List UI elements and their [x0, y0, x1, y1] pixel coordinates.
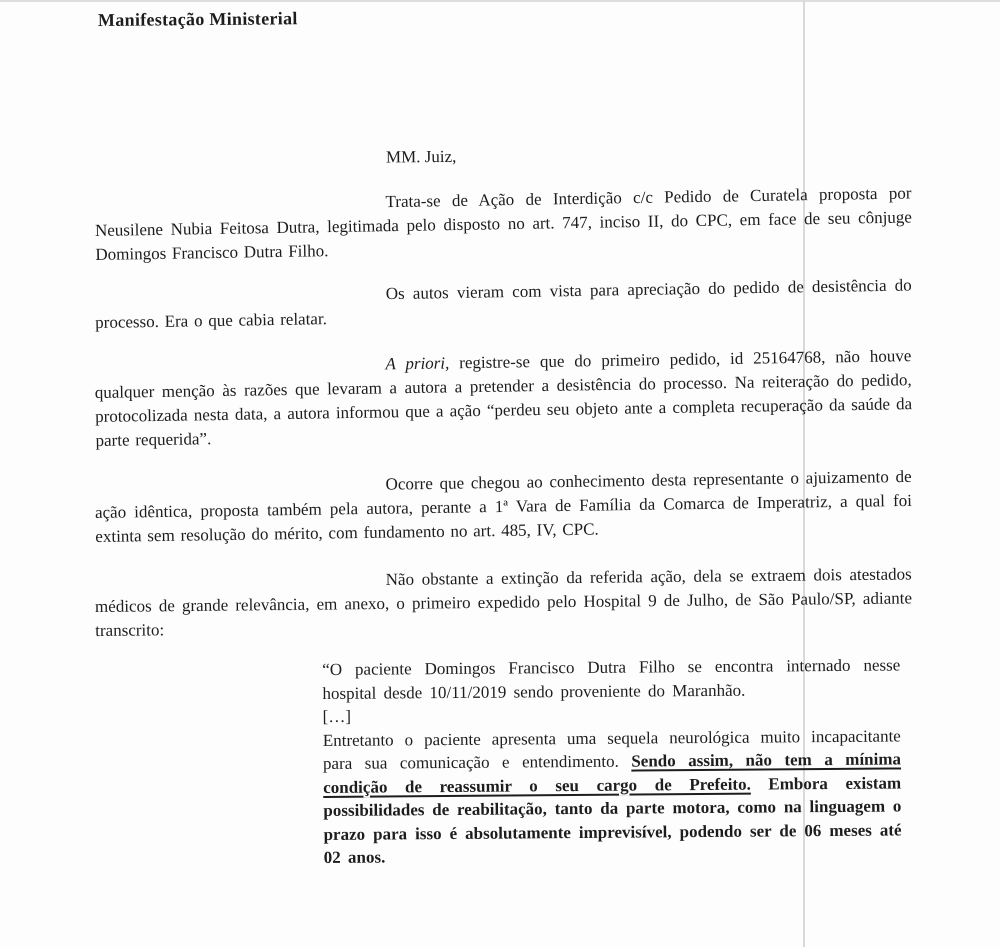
paragraph-a-priori-text: registre-se que do primeiro pedido, id 25164768, não houve qualquer menção às razões que levaram a autora a pretender a desistência do processo. Na reiteração do pedido, protocolizada nesta data, a autora informou que a ação “perdeu seu objeto ante a completa recuperação da saúde da parte requerida”.	[94, 346, 913, 450]
paragraph-identical-action: Ocorre que chegou ao conhecimento desta representante o ajuizamento de ação idêntica, proposta também pela autora, perante a 1ª Vara de Família da Comarca de Imperatriz, a qual foi extinta sem resolução do mérito, com fundamento no art. 485, IV, CPC.	[94, 466, 913, 546]
quote-intro: “O paciente Domingos Francisco Dutra Filho se encontra internado nesse hospital desde 10/11/2019 sendo proveniente do Maranhão.	[322, 655, 901, 703]
document-title: Manifestação Ministerial	[97, 8, 298, 30]
paragraph-medical-certificates: Não obstante a extinção da referida ação, dela se extraem dois atestados médicos de grande relevância, em anexo, o primeiro expedido pelo Hospital 9 de Julho, de São Paulo/SP, adiante transcrito:	[94, 564, 913, 640]
document-content	[95, 8, 912, 870]
latin-expression: A priori,	[385, 353, 450, 374]
quote-body-bold: Embora existam possibilidades de reabilitação, tanto da parte motora, como na linguagem o prazo para isso é absolutamente imprevisível, podendo ser de 06 meses até 02 anos.	[323, 772, 902, 867]
quote-body-emphasized: Sendo assim, não tem a mínima condição de reassumir o seu cargo de Prefeito.	[323, 749, 902, 797]
quote-ellipsis: […]	[322, 706, 352, 727]
medical-report-quote	[322, 653, 902, 869]
paragraph-report: Os autos vieram com vista para apreciação do pedido de desistência do processo. Era o que cabia relatar.	[95, 275, 912, 332]
paragraph-a-priori	[94, 344, 912, 453]
paragraph-intro: Trata-se de Ação de Interdição c/c Pedido de Curatela proposta por Neusilene Nubia Feitosa Dutra, legitimada pelo disposto no art. 747, inciso II, do CPC, em face de seu cônjuge Domingos Francisco Dutra Filho.	[94, 183, 913, 264]
quote-body	[323, 724, 902, 870]
salutation: MM. Juiz,	[385, 146, 457, 167]
quote-body-normal: Entretanto o paciente apresenta uma sequela neurológica muito incapacitante para sua comunicação e entendimento.	[322, 725, 901, 773]
